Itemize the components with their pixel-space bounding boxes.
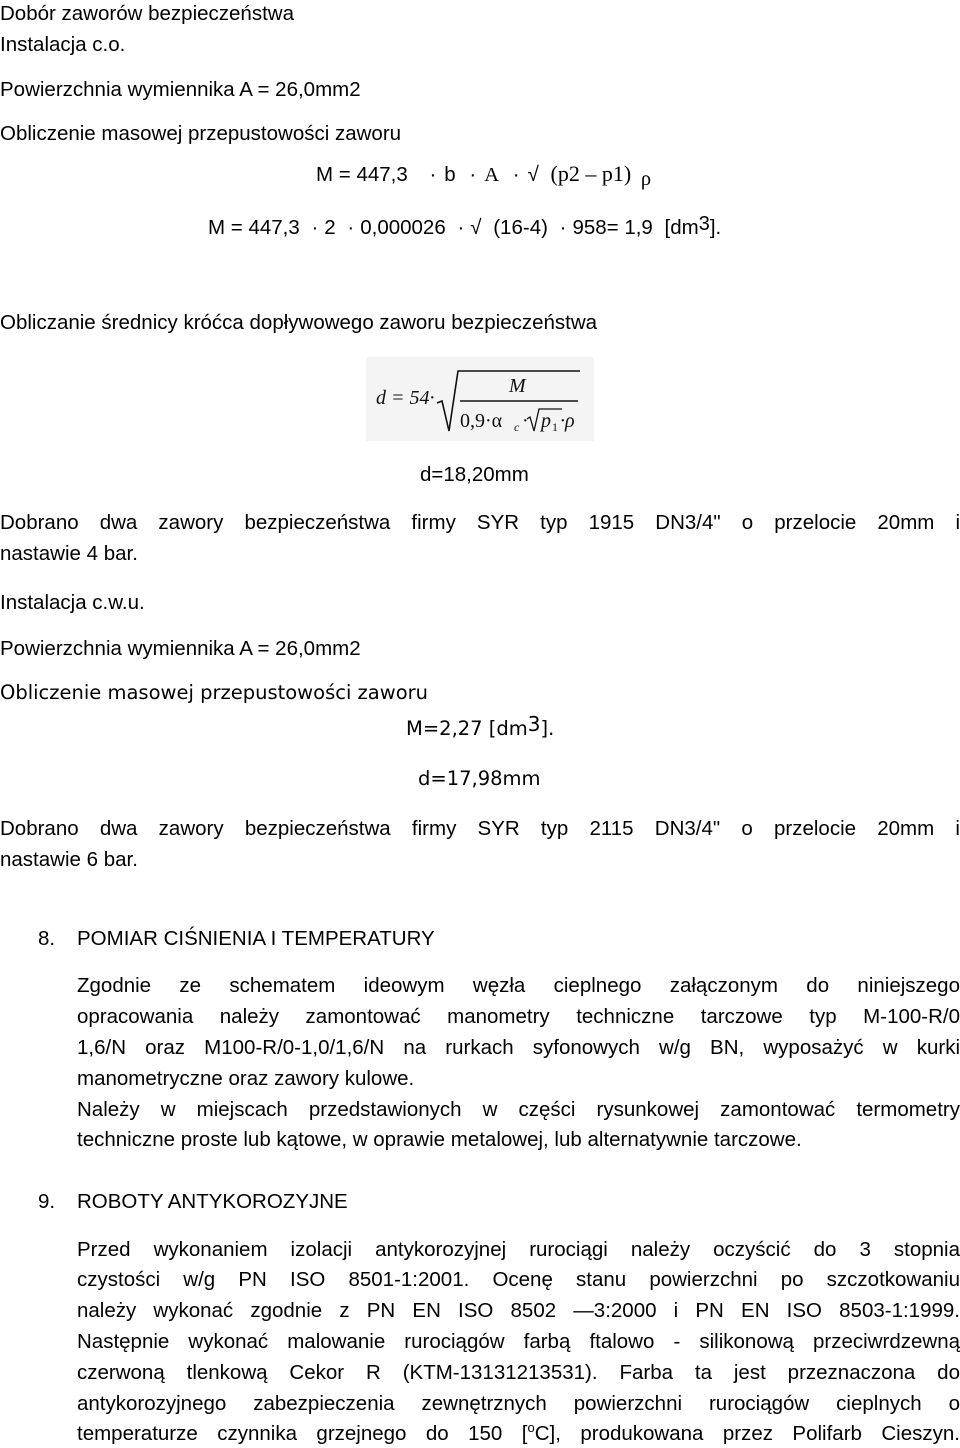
diameter-formula-image xyxy=(366,357,594,441)
section-9-line: Następnie wykonać malowanie rurociągów farbą ftalowo - silikonową przeciwrdzewną xyxy=(77,1330,960,1353)
sqrt-icon: √ xyxy=(527,163,539,186)
formula-calc-pdiff: (16-4) xyxy=(493,216,548,239)
section-8-line: Należy w miejscach przedstawionych w części rysunkowej zamontować termometry xyxy=(77,1098,960,1121)
section-heading-cwu: Instalacja c.w.u. xyxy=(0,591,145,614)
section-8-number: 8. xyxy=(38,927,56,950)
multiply-dot-icon: · xyxy=(457,216,465,239)
formula-calc-unit: [dm3]. xyxy=(664,213,722,239)
section-8-line: Zgodnie ze schematem ideowym węzła cieplnego załączonym do niniejszego xyxy=(77,974,960,997)
cwu-mass-flow-result: M=2,27 [dm3]. xyxy=(406,712,555,740)
formula-image-p: p xyxy=(541,410,551,432)
cwu-selection-line-1: Dobrano dwa zawory bezpieczeństwa firmy SYR typ 2115 DN3/4" o przelocie 20mm i xyxy=(0,817,960,840)
formula-general-a: A xyxy=(484,164,500,186)
formula-calc-result: 958= 1,9 xyxy=(572,216,653,239)
formula-general-lhs: M = 447,3 xyxy=(316,163,408,186)
formula-general xyxy=(316,161,652,190)
formula-image-lhs: d = 54· xyxy=(376,387,435,409)
section-8-title: POMIAR CIŚNIENIA I TEMPERATURY xyxy=(77,927,435,950)
section-9-number: 9. xyxy=(38,1190,56,1213)
formula-image-numerator: M xyxy=(509,375,526,397)
section-8-line: 1,6/N oraz M100-R/0-1,0/1,6/N na rurkach syfonowych w/g BN, wyposażyć w kurki xyxy=(77,1036,960,1059)
formula-calc-a: 0,000026 xyxy=(360,216,446,239)
co-exchanger-area: Powierzchnia wymiennika A = 26,0mm2 xyxy=(0,78,361,101)
formula-image-alpha-sub: c xyxy=(514,420,520,434)
sqrt-icon: √ xyxy=(470,216,482,239)
formula-image-denominator: 0,9·α xyxy=(460,410,503,432)
multiply-dot-icon: · xyxy=(512,163,520,186)
formula-general-pdiff: (p2 – p1) xyxy=(550,161,632,186)
co-diameter-result: d=18,20mm xyxy=(420,463,529,486)
co-selection-line-2: nastawie 4 bar. xyxy=(0,542,138,565)
page-title: Dobór zaworów bezpieczeństwa xyxy=(0,2,294,25)
multiply-dot-icon: · xyxy=(559,216,567,239)
section-9-line: należy wykonać zgodnie z PN EN ISO 8502 —3:2000 i PN EN ISO 8503-1:1999. xyxy=(77,1299,960,1322)
cwu-mass-flow-heading: Obliczenie masowej przepustowości zaworu xyxy=(0,681,429,704)
co-diameter-heading: Obliczanie średnicy króćca dopływowego zaworu bezpieczeństwa xyxy=(0,311,598,334)
section-9-title: ROBOTY ANTYKOROZYJNE xyxy=(77,1190,348,1213)
section-8-line: opracowania należy zamontować manometry techniczne tarczowe typ M-100-R/0 xyxy=(77,1005,960,1028)
cwu-diameter-result: d=17,98mm xyxy=(418,767,541,790)
formula-image-rho: ·ρ xyxy=(560,410,575,432)
formula-general-b: b xyxy=(444,163,456,186)
formula-calc-lhs: M = 447,3 xyxy=(208,216,300,239)
multiply-dot-icon: · xyxy=(347,216,355,239)
multiply-dot-icon: · xyxy=(469,163,477,186)
formula-calculation xyxy=(208,213,722,240)
section-9-last-line: temperaturze czynnika grzejnego do 150 [$^o$C], produkowana przez Polifarb Cieszyn. xyxy=(77,1420,960,1445)
multiply-dot-icon: · xyxy=(429,163,437,186)
section-8-line: manometryczne oraz zawory kulowe. xyxy=(77,1067,415,1090)
formula-image-p-sub: 1 xyxy=(552,420,558,434)
section-9-line: czystości w/g PN ISO 8501-1:2001. Ocenę stanu powierzchni po szczotkowaniu xyxy=(77,1268,960,1291)
co-mass-flow-heading: Obliczenie masowej przepustowości zaworu xyxy=(0,122,402,145)
co-selection-line-1: Dobrano dwa zawory bezpieczeństwa firmy SYR typ 1915 DN3/4" o przelocie 20mm i xyxy=(0,511,960,534)
formula-image-dot: · xyxy=(522,410,529,432)
formula-calc-b: 2 xyxy=(324,216,336,239)
formula-general-rho: ρ xyxy=(640,168,652,190)
section-9-line: Przed wykonaniem izolacji antykorozyjnej rurociągi należy oczyścić do 3 stopnia xyxy=(77,1238,960,1261)
section-heading-co: Instalacja c.o. xyxy=(0,33,126,56)
section-8-line: techniczne proste lub kątowe, w oprawie metalowej, lub alternatywnie tarczowe. xyxy=(77,1128,802,1151)
cwu-selection-line-2: nastawie 6 bar. xyxy=(0,848,138,871)
cwu-exchanger-area: Powierzchnia wymiennika A = 26,0mm2 xyxy=(0,637,361,660)
section-9-line: antykorozyjnego zabezpieczenia zewnętrznych powierzchni rurociągów cieplnych o xyxy=(77,1392,960,1415)
multiply-dot-icon: · xyxy=(311,216,319,239)
section-9-line: czerwoną tlenkową Cekor R (KTM-13131213531). Farba ta jest przeznaczona do xyxy=(77,1361,960,1384)
